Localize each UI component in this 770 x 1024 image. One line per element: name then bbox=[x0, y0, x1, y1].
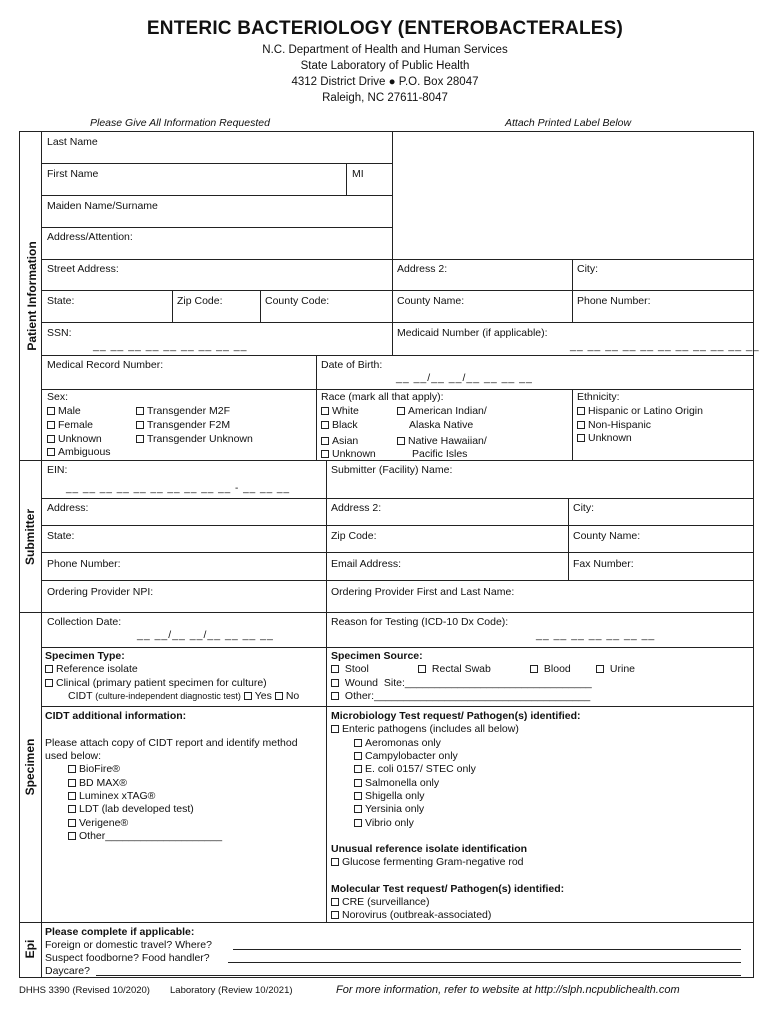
form-id: DHHS 3390 (Revised 10/2020) bbox=[19, 985, 150, 996]
race-alaska-native-text: Alaska Native bbox=[409, 419, 474, 431]
cidt-question: CIDT (culture-independent diagnostic test) Yes No bbox=[68, 690, 300, 702]
source-rectal-swab[interactable]: Rectal Swab bbox=[418, 663, 491, 675]
collection-date-label: Collection Date: bbox=[47, 616, 122, 628]
checkbox-icon bbox=[136, 435, 144, 443]
address-attention-label: Address/Attention: bbox=[47, 231, 133, 243]
checkbox-icon bbox=[577, 407, 585, 415]
checkbox-icon bbox=[577, 434, 585, 442]
medicaid-label: Medicaid Number (if applicable): bbox=[397, 327, 548, 339]
instructions-right: Attach Printed Label Below bbox=[505, 117, 632, 129]
ethnicity-label: Ethnicity: bbox=[577, 391, 620, 403]
type-clinical[interactable]: Clinical (primary patient specimen for culture) bbox=[45, 677, 267, 689]
zip-label: Zip Code: bbox=[177, 295, 223, 307]
method-ldt[interactable]: LDT (lab developed test) bbox=[68, 803, 194, 815]
checkbox-icon bbox=[68, 779, 76, 787]
race-pacific-isles-text: Pacific Isles bbox=[412, 448, 468, 460]
race-asian[interactable]: Asian bbox=[321, 435, 358, 447]
first-name-label: First Name bbox=[47, 168, 99, 180]
specimen-source-label: Specimen Source: bbox=[331, 650, 423, 662]
source-wound[interactable]: Wound Site:________________________________ bbox=[331, 677, 592, 689]
instructions-left: Please Give All Information Requested bbox=[90, 117, 270, 129]
lab-name: State Laboratory of Public Health bbox=[300, 60, 470, 72]
sex-ambiguous[interactable]: Ambiguous bbox=[47, 446, 111, 458]
checkbox-icon bbox=[68, 765, 76, 773]
city-address: Raleigh, NC 27611-8047 bbox=[322, 92, 448, 104]
submitter-city-label: City: bbox=[573, 502, 594, 514]
more-info-text[interactable]: For more information, refer to website at http://slph.ncpublichealth.com bbox=[336, 984, 680, 996]
section-specimen-label: Specimen bbox=[23, 738, 37, 796]
epi-daycare-line bbox=[96, 975, 741, 976]
mrn-label: Medical Record Number: bbox=[47, 359, 164, 371]
source-other[interactable]: Other:_____________________________________ bbox=[331, 690, 590, 702]
checkbox-icon bbox=[45, 679, 53, 687]
pathogen-ecoli[interactable]: E. coli 0157/ STEC only bbox=[354, 763, 476, 775]
specimen-type-label: Specimen Type: bbox=[45, 650, 125, 662]
checkbox-icon bbox=[354, 792, 362, 800]
phone-label: Phone Number: bbox=[577, 295, 651, 307]
race-unknown[interactable]: Unknown bbox=[321, 448, 376, 460]
sex-trans-f2m[interactable]: Transgender F2M bbox=[136, 419, 230, 431]
submitter-address-label: Address: bbox=[47, 502, 89, 514]
printed-label-area[interactable] bbox=[393, 132, 753, 258]
ein-blank[interactable]: __ __ __ __ __ __ __ __ __ __ - __ __ __ bbox=[66, 483, 291, 494]
source-blood[interactable]: Blood bbox=[530, 663, 571, 675]
section-patient-label: Patient Information bbox=[25, 241, 39, 351]
epi-daycare-label: Daycare? bbox=[45, 965, 90, 977]
type-reference-isolate[interactable]: Reference isolate bbox=[45, 663, 138, 675]
checkbox-icon bbox=[321, 407, 329, 415]
micro-test-label: Microbiology Test request/ Pathogen(s) identified: bbox=[331, 710, 581, 722]
checkbox-icon bbox=[331, 911, 339, 919]
cidt-attach-text-2: used below: bbox=[45, 750, 102, 762]
checkbox-icon bbox=[136, 421, 144, 429]
street-address: 4312 District Drive ● P.O. Box 28047 bbox=[291, 76, 479, 88]
checkbox-icon bbox=[136, 407, 144, 415]
last-name-label: Last Name bbox=[47, 136, 98, 148]
checkbox-icon bbox=[47, 421, 55, 429]
checkbox-icon bbox=[530, 665, 538, 673]
lab-review: Laboratory (Review 10/2021) bbox=[170, 985, 293, 996]
ethnicity-hispanic[interactable]: Hispanic or Latino Origin bbox=[577, 405, 703, 417]
race-white[interactable]: White bbox=[321, 405, 359, 417]
checkbox-icon bbox=[354, 752, 362, 760]
form-title: ENTERIC BACTERIOLOGY (ENTEROBACTERALES) bbox=[146, 18, 624, 39]
checkbox-icon[interactable] bbox=[244, 692, 252, 700]
checkbox-icon bbox=[47, 407, 55, 415]
checkbox-icon bbox=[331, 679, 339, 687]
checkbox-icon bbox=[68, 792, 76, 800]
epi-instructions: Please complete if applicable: bbox=[45, 926, 195, 938]
checkbox-icon bbox=[354, 819, 362, 827]
checkbox-icon bbox=[68, 832, 76, 840]
molecular-test-label: Molecular Test request/ Pathogen(s) identified: bbox=[331, 883, 565, 895]
checkbox-icon bbox=[45, 665, 53, 673]
epi-travel-line bbox=[233, 949, 741, 950]
epi-foodborne-label: Suspect foodborne? Food handler? bbox=[45, 952, 210, 964]
reason-label: Reason for Testing (ICD-10 Dx Code): bbox=[331, 616, 509, 628]
checkbox-icon bbox=[321, 437, 329, 445]
ssn-label: SSN: bbox=[47, 327, 72, 339]
checkbox-icon bbox=[331, 725, 339, 733]
method-other-line: ____________________ bbox=[105, 830, 223, 842]
medicaid-blank[interactable]: __ __ __ __ __ __ __ __ __ __ __ bbox=[570, 340, 760, 352]
sex-trans-m2f[interactable]: Transgender M2F bbox=[136, 405, 230, 417]
submitter-county-label: County Name: bbox=[573, 530, 641, 542]
street-address-label: Street Address: bbox=[47, 263, 119, 275]
submitter-state-label: State: bbox=[47, 530, 75, 542]
provider-name-label: Ordering Provider First and Last Name: bbox=[331, 586, 515, 598]
department-name: N.C. Department of Health and Human Services bbox=[262, 44, 508, 56]
source-urine[interactable]: Urine bbox=[596, 663, 635, 675]
address2-label: Address 2: bbox=[397, 263, 448, 275]
checkbox-icon bbox=[47, 448, 55, 456]
pathogen-yersinia[interactable]: Yersinia only bbox=[354, 803, 424, 815]
county-code-label: County Code: bbox=[265, 295, 330, 307]
sex-trans-unknown[interactable]: Transgender Unknown bbox=[136, 433, 253, 445]
checkbox-icon bbox=[68, 819, 76, 827]
maiden-name-label: Maiden Name/Surname bbox=[47, 200, 158, 212]
race-american-indian[interactable]: American Indian/ bbox=[397, 405, 487, 417]
method-luminex[interactable]: Luminex xTAG® bbox=[68, 790, 155, 802]
ein-label: EIN: bbox=[47, 464, 68, 476]
checkbox-icon bbox=[354, 765, 362, 773]
ssn-blank[interactable]: __ __ __ __ __ __ __ __ __ bbox=[93, 340, 248, 352]
checkbox-icon bbox=[577, 421, 585, 429]
unusual-isolate-label: Unusual reference isolate identification bbox=[331, 843, 528, 855]
ethnicity-non-hispanic[interactable]: Non-Hispanic bbox=[577, 419, 651, 431]
last-name-field[interactable] bbox=[42, 148, 391, 162]
checkbox-icon bbox=[354, 739, 362, 747]
county-name-label: County Name: bbox=[397, 295, 465, 307]
sex-label: Sex: bbox=[47, 391, 69, 403]
dob-blank[interactable]: __ __/__ __/__ __ __ __ bbox=[396, 372, 533, 384]
race-black[interactable]: Black bbox=[321, 419, 358, 431]
method-verigene[interactable]: Verigene® bbox=[68, 817, 128, 829]
enteric-pathogens[interactable]: Enteric pathogens (includes all below) bbox=[331, 723, 519, 735]
pathogen-campylobacter[interactable]: Campylobacter only bbox=[354, 750, 458, 762]
other-line: _____________________________________ bbox=[374, 690, 591, 702]
checkbox-icon bbox=[354, 779, 362, 787]
pathogen-vibrio[interactable]: Vibrio only bbox=[354, 817, 414, 829]
city-label: City: bbox=[577, 263, 598, 275]
section-submitter-label: Submitter bbox=[23, 509, 37, 566]
checkbox-icon bbox=[331, 858, 339, 866]
reason-blank[interactable]: __ __ __ __ __ __ __ bbox=[536, 629, 656, 641]
submitter-fax-label: Fax Number: bbox=[573, 558, 634, 570]
dob-label: Date of Birth: bbox=[321, 359, 383, 371]
pathogen-aeromonas[interactable]: Aeromonas only bbox=[354, 737, 441, 749]
checkbox-icon bbox=[354, 805, 362, 813]
checkbox-icon[interactable] bbox=[275, 692, 283, 700]
source-stool[interactable]: Stool bbox=[331, 663, 369, 675]
method-biofire[interactable]: BioFire® bbox=[68, 763, 120, 775]
checkbox-icon bbox=[397, 407, 405, 415]
checkbox-icon bbox=[418, 665, 426, 673]
molecular-norovirus[interactable]: Norovirus (outbreak-associated) bbox=[331, 909, 491, 921]
race-native-hawaiian[interactable]: Native Hawaiian/ bbox=[397, 435, 487, 447]
ethnicity-unknown[interactable]: Unknown bbox=[577, 432, 632, 444]
facility-name-label: Submitter (Facility) Name: bbox=[331, 464, 453, 476]
checkbox-icon bbox=[321, 421, 329, 429]
race-label: Race (mark all that apply): bbox=[321, 391, 444, 403]
epi-travel-label: Foreign or domestic travel? Where? bbox=[45, 939, 212, 951]
mi-label: MI bbox=[352, 168, 364, 180]
checkbox-icon bbox=[397, 437, 405, 445]
molecular-cre[interactable]: CRE (surveillance) bbox=[331, 896, 430, 908]
section-epi-label: Epi bbox=[23, 939, 37, 959]
sex-female[interactable]: Female bbox=[47, 419, 93, 431]
pathogen-shigella[interactable]: Shigella only bbox=[354, 790, 425, 802]
cidt-attach-text-1: Please attach copy of CIDT report and identify method bbox=[45, 737, 298, 749]
collection-date-blank[interactable]: __ __/__ __/__ __ __ __ bbox=[137, 629, 274, 641]
epi-foodborne-line bbox=[228, 962, 741, 963]
submitter-email-label: Email Address: bbox=[331, 558, 402, 570]
sex-unknown[interactable]: Unknown bbox=[47, 433, 102, 445]
checkbox-icon bbox=[331, 692, 339, 700]
checkbox-icon bbox=[47, 435, 55, 443]
checkbox-icon bbox=[68, 805, 76, 813]
checkbox-icon bbox=[596, 665, 604, 673]
provider-npi-label: Ordering Provider NPI: bbox=[47, 586, 154, 598]
submitter-phone-label: Phone Number: bbox=[47, 558, 121, 570]
submitter-address2-label: Address 2: bbox=[331, 502, 382, 514]
checkbox-icon bbox=[331, 898, 339, 906]
submitter-zip-label: Zip Code: bbox=[331, 530, 377, 542]
method-bdmax[interactable]: BD MAX® bbox=[68, 777, 127, 789]
cidt-info-label: CIDT additional information: bbox=[45, 710, 187, 722]
checkbox-icon bbox=[321, 450, 329, 458]
pathogen-salmonella[interactable]: Salmonella only bbox=[354, 777, 439, 789]
sex-male[interactable]: Male bbox=[47, 405, 81, 417]
state-label: State: bbox=[47, 295, 75, 307]
method-other[interactable]: Other____________________ bbox=[68, 830, 222, 842]
site-line: ________________________________ bbox=[404, 677, 592, 689]
glucose-fermenting[interactable]: Glucose fermenting Gram-negative rod bbox=[331, 856, 524, 868]
checkbox-icon bbox=[331, 665, 339, 673]
